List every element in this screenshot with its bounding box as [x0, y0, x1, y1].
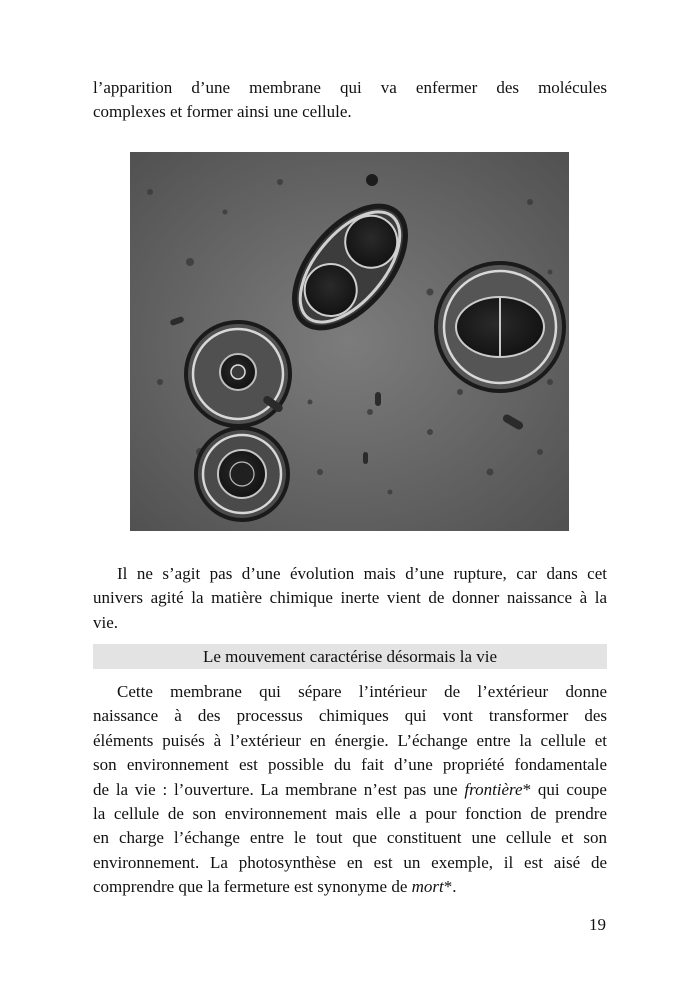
text-line: éléments puisés à l’extérieur en énergie. L’échange entre la cellule et: [93, 730, 607, 750]
paragraph-intro: [93, 76, 607, 125]
text-line: en charge l’échange entre le tout que constituent une cellule et son: [93, 828, 607, 848]
section-heading-text: Le mouvement caractérise désormais la vie: [202, 647, 498, 666]
text-line: naissance à des processus chimiques qui vont transformer des: [93, 706, 607, 726]
glossary-term-frontiere: frontière: [464, 779, 523, 799]
paragraph-membrane: [93, 680, 607, 900]
text-line-with-term: [93, 778, 607, 802]
text-line: la cellule de son environnement mais elle a pour fonction de prendre: [93, 803, 607, 823]
text-line: univers agité la matière chimique inerte vient de donner naissance à la: [93, 588, 607, 608]
text-line: environnement. La photosynthèse en est un exemple, il est aisé de: [93, 852, 607, 872]
text-segment: comprendre que la fermeture est synonyme de: [93, 877, 412, 897]
paragraph-rupture: [93, 562, 607, 635]
glossary-term-mort: mort: [411, 877, 444, 897]
text-line: l’apparition d’une membrane qui va enfermer des molécules: [93, 78, 607, 97]
text-line: son environnement est possible du fait d’une propriété fondamentale: [93, 755, 607, 775]
text-line: complexes et former ainsi une cellule.: [93, 102, 352, 122]
text-line-with-term: [93, 875, 607, 899]
text-line: Cette membrane qui sépare l’intérieur de l’extérieur donne: [117, 682, 607, 701]
section-heading: [93, 644, 607, 669]
text-segment: * qui coupe: [522, 779, 607, 799]
text-segment: de la vie : l’ouverture. La membrane n’est pas une: [93, 779, 465, 799]
page-number: 19: [589, 915, 606, 934]
micrograph-figure: [130, 152, 569, 531]
text-segment: *.: [443, 877, 457, 897]
text-line: vie.: [93, 612, 119, 632]
text-line: Il ne s’agit pas d’une évolution mais d’une rupture, car dans cet: [117, 564, 607, 583]
